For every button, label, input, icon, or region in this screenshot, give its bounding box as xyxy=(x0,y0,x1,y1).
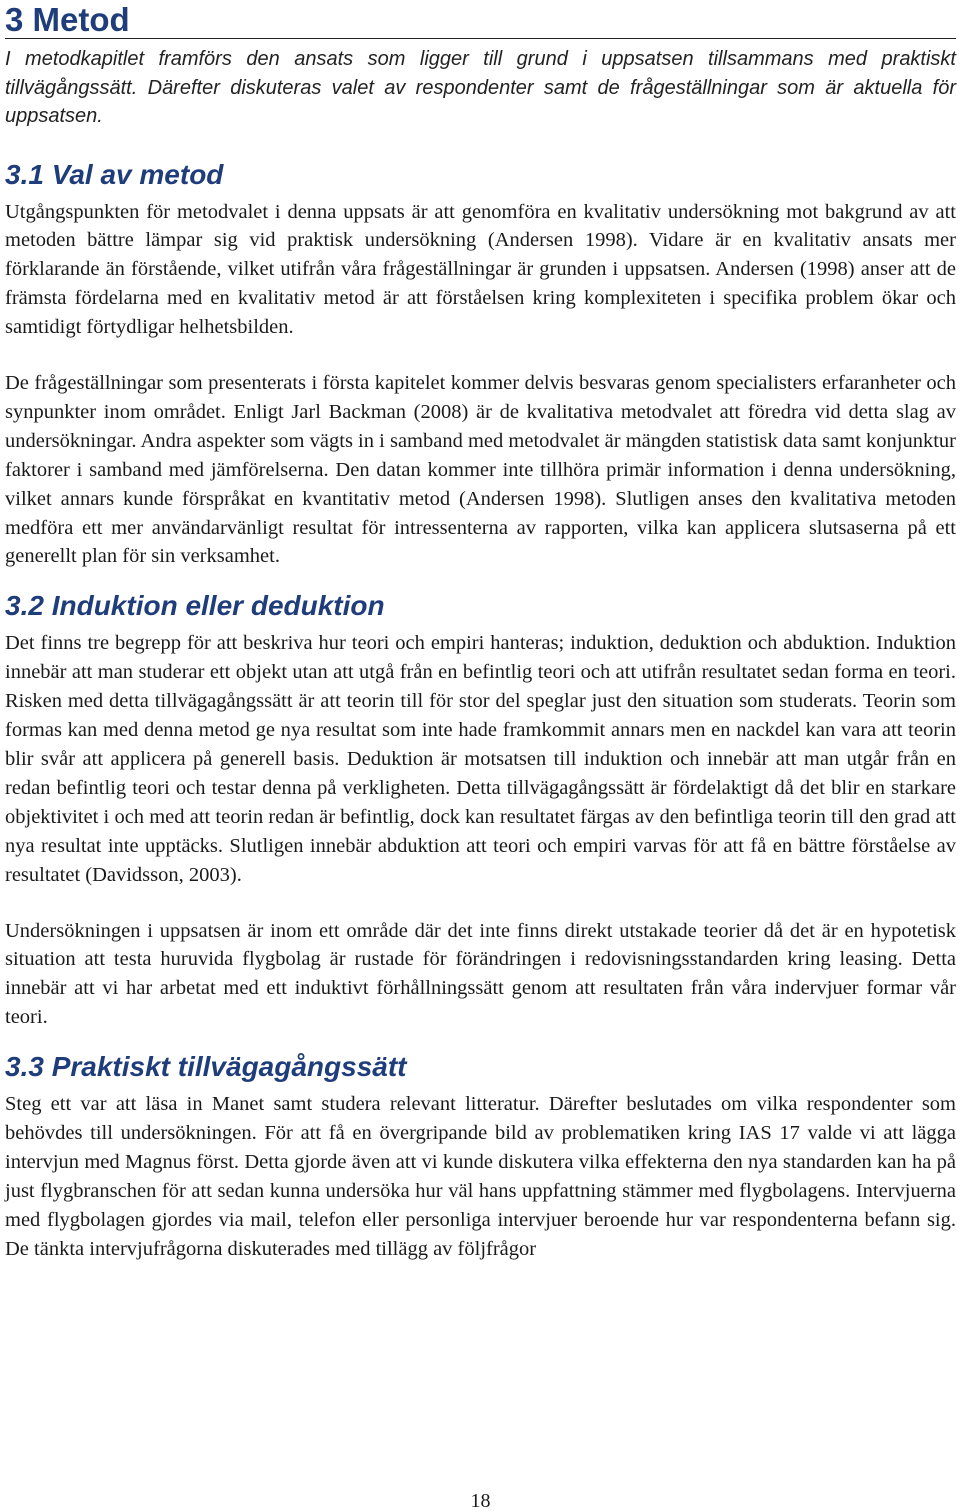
section-heading-val-av-metod: 3.1 Val av metod xyxy=(5,158,224,190)
section-heading-induktion-eller-deduktion: 3.2 Induktion eller deduktion xyxy=(5,590,385,622)
chapter-title: 3 Metod xyxy=(5,0,956,39)
section-heading-praktiskt-tillvagagangssatt: 3.3 Praktiskt tillvägagångssätt xyxy=(5,1051,407,1083)
paragraph: De frågeställningar som presenterats i första kapitelet kommer delvis besvaras genom specialisters erfaranheter och synpunkter inom området. Enligt Jarl Backman (2008) är de kvalitativa metodvalet att föredra vid detta slag av undersökningar. Andra aspekter som vägts in i samband med metodvalet är mängden statistisk data samt konjunktur faktorer i samband med jämförelserna. Den datan kommer inte tillhöra primär information i denna undersökning, vilket annars kunde förspråkat en kvantitativ metod (Andersen 1998). Slutligen anses den kvalitativa metoden medföra ett mer användarvänligt resultat för intressenterna av rapporten, vilka kan applicera slutsaserna på ett generellt plan för sin verksamhet. xyxy=(5,372,956,568)
paragraph: Undersökningen i uppsatsen är inom ett område där det inte finns direkt utstakade teorier då det är en hypotetisk situation att testa huruvida flygbolag är rustade för förändringen i redovisningsstandarden kring leasing. Detta innebär att vi har arbetat med ett induktivt förhållningssätt genom att resultaten från våra indervjuer formar vår teori. xyxy=(5,919,956,1029)
paragraph: Utgångspunkten för metodvalet i denna uppsats är att genomföra en kvalitativ undersökning mot bakgrund av att metoden bättre lämpar sig vid praktisk undersökning (Andersen 1998). Vidare är en kvalitativ ansats mer förklarande än förstående, vilket utifrån våra frågeställningar är grunden i uppsatsen. Andersen (1998) anser att de främsta fördelarna med en kvalitativ metod är att förståelsen kring komplexiteten i specifika problem ökar och samtidigt förtydligar helhetsbilden. xyxy=(5,200,956,339)
document-page xyxy=(5,0,956,1512)
paragraph: Steg ett var att läsa in Manet samt studera relevant litteratur. Därefter beslutades om vilka respondenter som behövdes till undersökningen. För att få en övergripande bild av problematiken kring IAS 17 valde vi att lägga intervjun med Magnus först. Detta gjorde även att vi kunde diskutera vilka effekterna den nya standarden kan ha på just flygbranschen för att sedan kunna undersöka hur väl hans uppfattning stämmer med flygbolagens. Intervjuerna med flygbolagen gjordes via mail, telefon eller personliga intervjuer beroende hur var respondenterna befann sig. De tänkta intervjufrågorna diskuterades med tillägg av följfrågor xyxy=(5,1093,956,1260)
chapter-intro: I metodkapitlet framförs den ansats som ligger till grund i uppsatsen tillsammans med praktiskt tillvägångssätt. Därefter diskuteras valet av respondenter samt de frågeställningar som är aktuella för uppsatsen. xyxy=(5,48,956,127)
paragraph: Det finns tre begrepp för att beskriva hur teori och empiri hanteras; induktion, deduktion och abduktion. Induktion innebär att man studerar ett objekt utan att utgå från en befintlig teori och att utifrån resultatet sedan forma en teori. Risken med detta tillvägagångssätt är att teorin till för stor del speglar just den situation som studerats. Teorin som formas kan med denna metod ge nya resultat som inte hade framkommit annars men en nackdel kan vara att teorin blir svår att applicera på generell basis. Deduktion är motsatsen till induktion och innebär att man utgår från en redan befintlig teori och testar denna på verkligheten. Detta tillvägagångssätt är fördelaktigt då det blir en starkare objektivitet i och med att teorin redan är befintlig, dock kan resultatet färgas av den befintliga teorin till den grad att nya resultat inte upptäcks. Slutligen innebär abduktion att teori och empiri varvas för att få en bättre förståelse av resultatet (Davidsson, 2003). xyxy=(5,632,956,886)
page-number: 18 xyxy=(470,1490,491,1512)
